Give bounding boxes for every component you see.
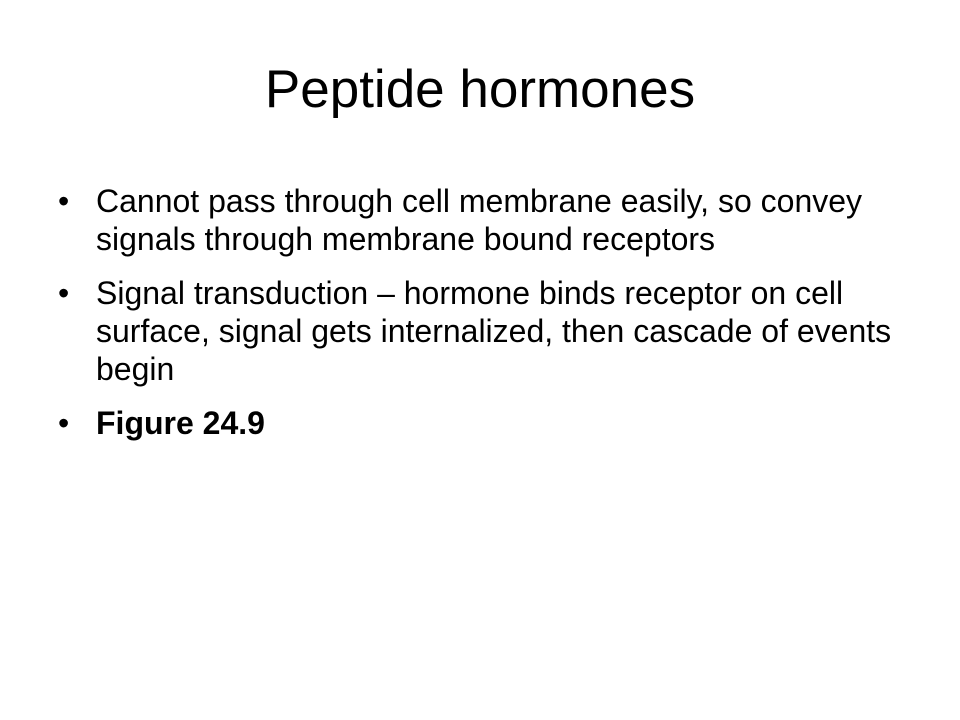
figure-reference: Figure 24.9 — [96, 405, 265, 441]
bullet-list — [58, 182, 918, 458]
bullet-item — [58, 182, 918, 258]
slide-title: Peptide hormones — [264, 60, 696, 119]
bullet-icon: • — [58, 275, 70, 311]
bullet-text: Signal transduction – hormone binds receptor on cell surface, signal gets internalized, then cascade of events begin — [96, 275, 892, 387]
bullet-text: Cannot pass through cell membrane easily, so convey signals through membrane bound receptors — [96, 183, 863, 257]
bullet-item — [58, 274, 918, 388]
bullet-item — [58, 404, 918, 442]
bullet-icon: • — [58, 183, 70, 219]
bullet-icon: • — [58, 405, 70, 441]
